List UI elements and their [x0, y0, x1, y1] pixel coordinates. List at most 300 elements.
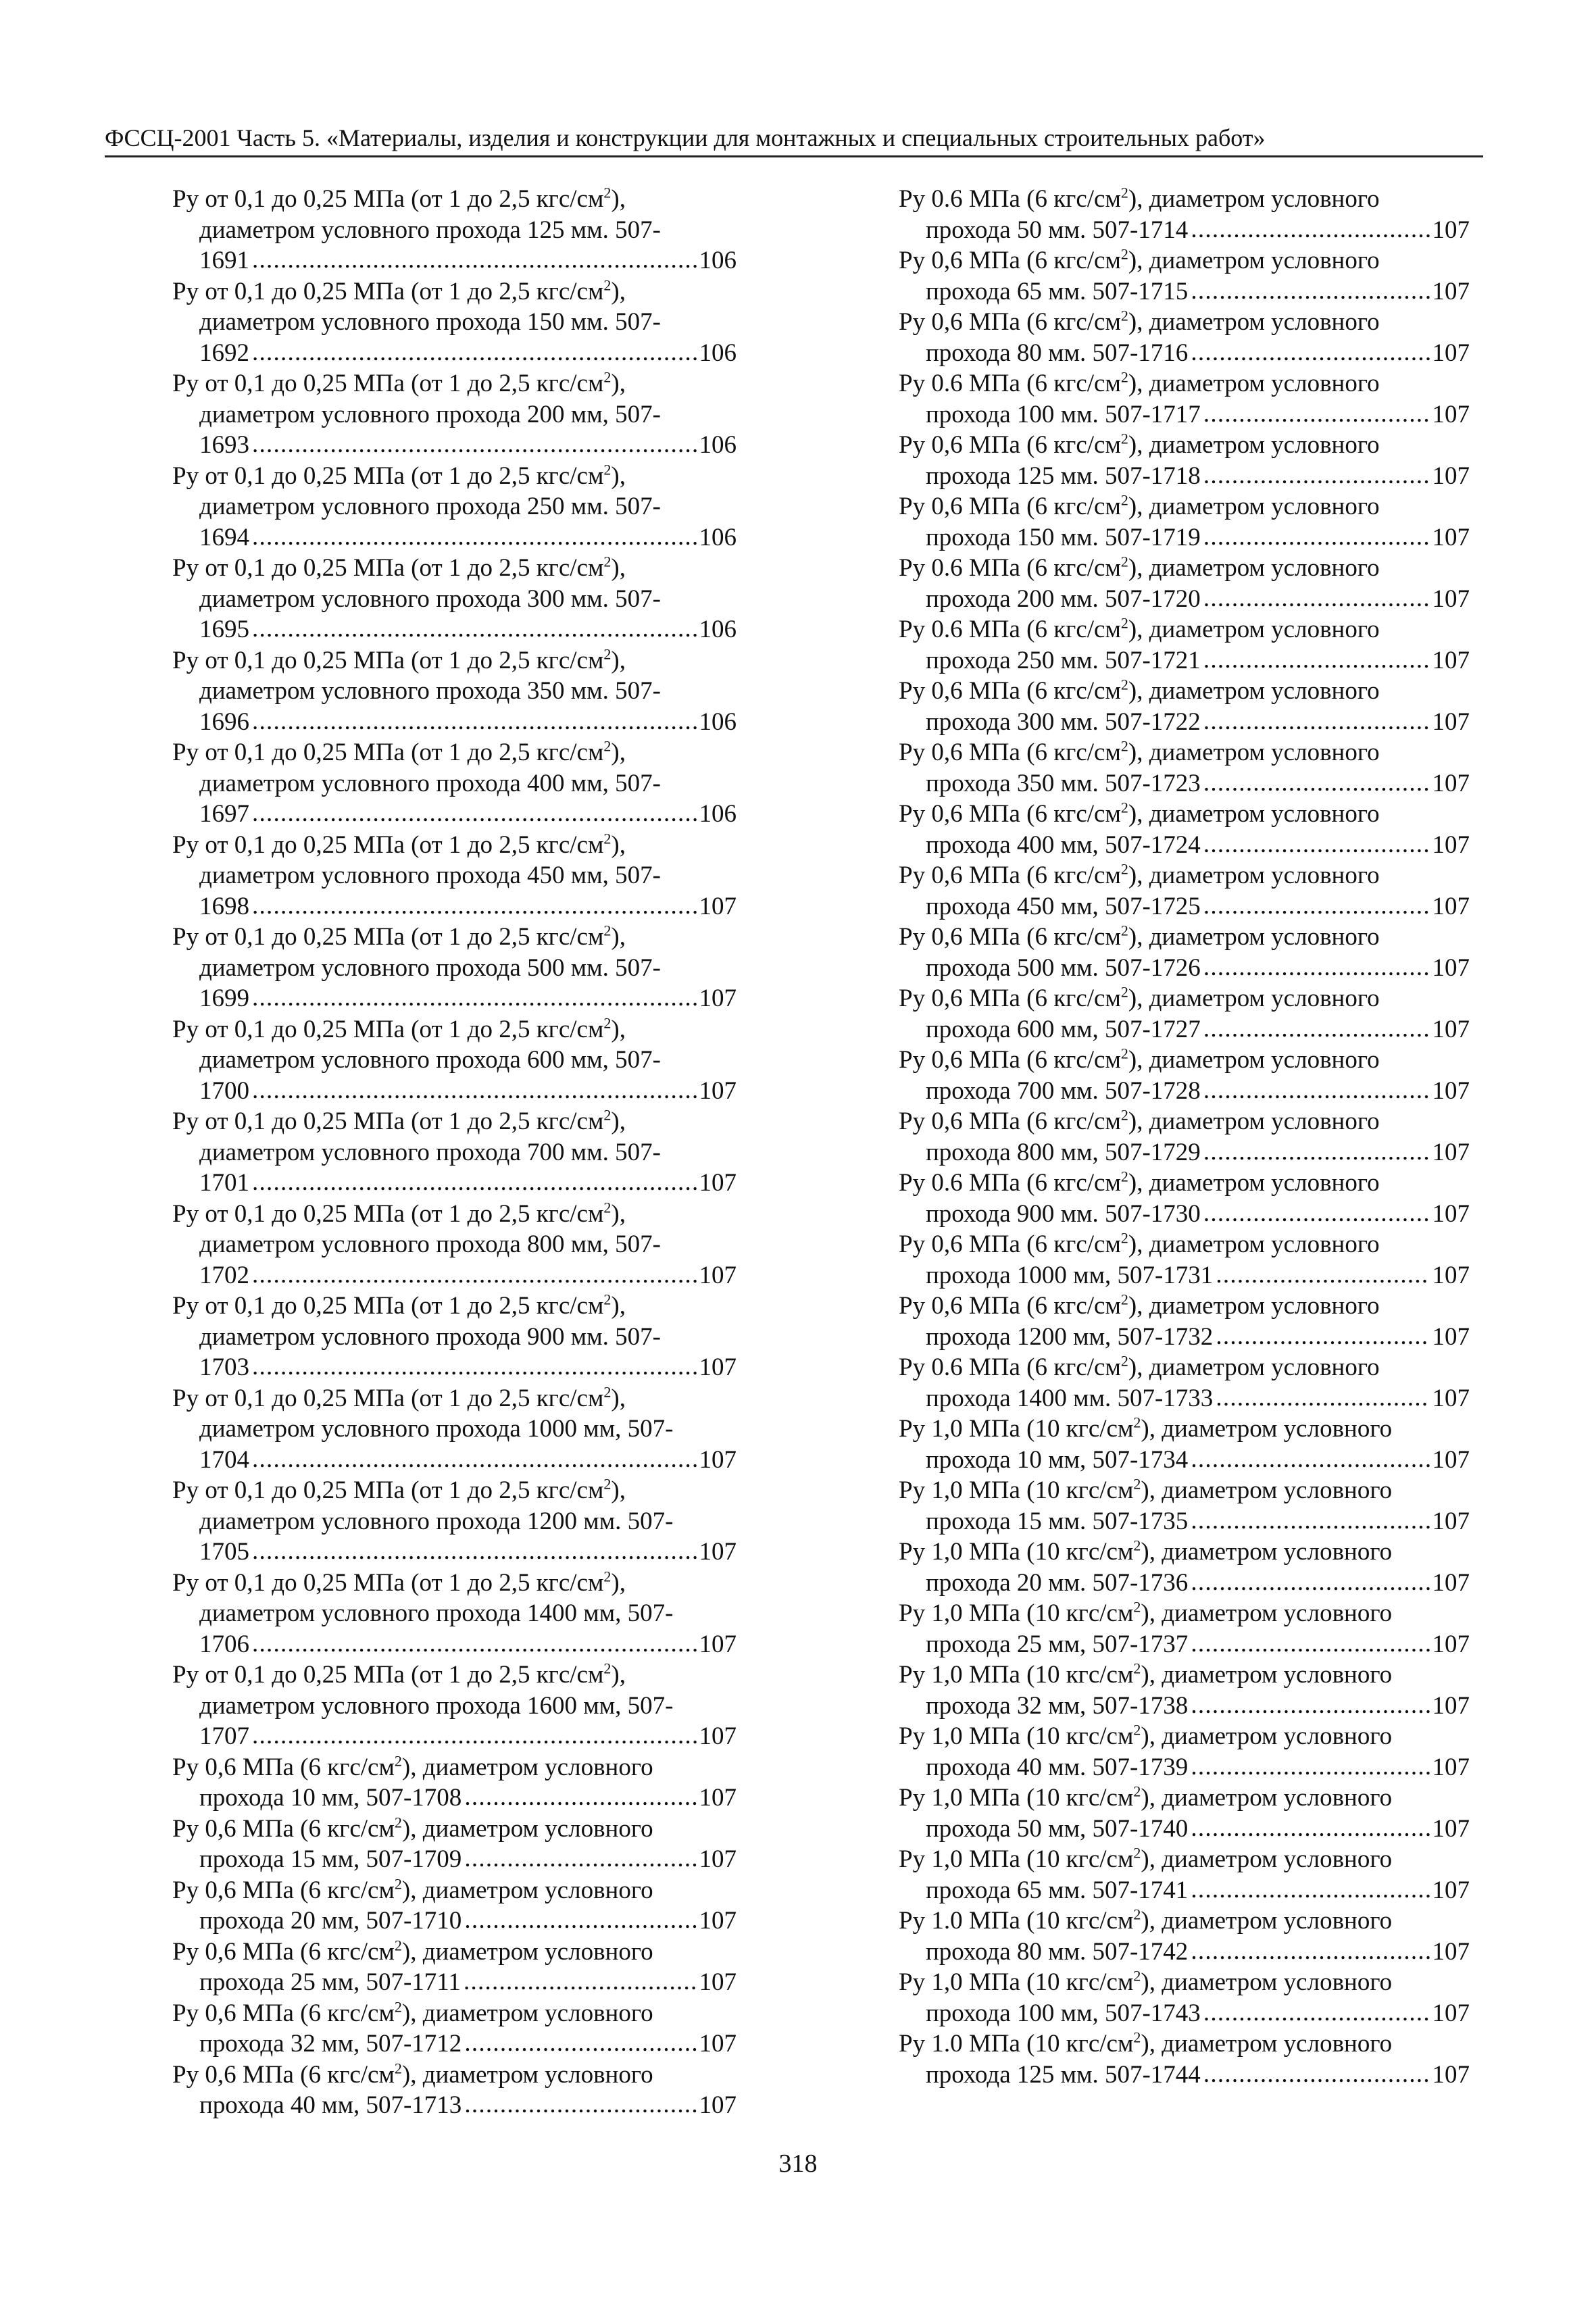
entry-text-b: ), [611, 923, 626, 951]
entry-text-b: ), [611, 1015, 626, 1043]
superscript-2: 2 [1120, 1229, 1128, 1247]
entry-text-b: ), диаметром условного [1141, 1845, 1393, 1873]
entry-text-a: Ру 1.0 МПа (10 кгс/см [899, 1907, 1134, 1935]
dot-leader [252, 1075, 697, 1106]
entry-text-a: Ру 0,6 МПа (6 кгс/см [172, 1753, 395, 1781]
dot-leader [464, 1966, 697, 1997]
entry-text-b: ), диаметром условного [1141, 1599, 1393, 1627]
entry-code: прохода 1400 мм. 507-1733 [926, 1384, 1214, 1412]
page-ref: 107 [699, 1845, 737, 1873]
page-ref: 107 [1432, 769, 1470, 797]
entry-last-line [899, 830, 1470, 861]
dot-leader [252, 891, 697, 922]
entry-last-line [899, 1445, 1470, 1476]
superscript-2: 2 [1133, 1967, 1141, 1985]
entry-code: прохода 100 мм. 507-1717 [926, 400, 1201, 428]
index-entry [899, 491, 1470, 553]
entry-text-a: Ру от 0,1 до 0,25 МПа (от 1 до 2,5 кгс/см [172, 830, 604, 859]
dot-leader [464, 1843, 696, 1874]
entry-last-line [899, 891, 1470, 922]
entry-code: 1706 [199, 1630, 249, 1658]
entry-text-a: Ру от 0,1 до 0,25 МПа (от 1 до 2,5 кгс/см [172, 1107, 604, 1135]
entry-code: 1704 [199, 1445, 249, 1474]
index-entry [899, 737, 1470, 799]
index-entry [899, 860, 1470, 922]
page-ref: 106 [699, 339, 737, 367]
entry-last-line [172, 1352, 737, 1383]
entry-text-a: Ру 1.0 МПа (10 кгс/см [899, 2030, 1134, 2058]
entry-code: прохода 300 мм. 507-1722 [926, 707, 1201, 736]
entry-text-b: ), диаметром условного [1128, 370, 1380, 397]
page-ref: 107 [1432, 523, 1470, 551]
entry-line-1 [899, 1229, 1470, 1260]
entry-text-b: ), диаметром условного [1141, 1415, 1393, 1443]
entry-text-b: ), диаметром условного [1128, 1353, 1380, 1381]
superscript-2: 2 [394, 1998, 402, 2016]
page-ref: 107 [1432, 216, 1470, 244]
entry-line-1 [172, 1014, 737, 1045]
entry-line-1 [899, 1906, 1470, 1937]
entry-last-line [172, 707, 737, 738]
index-entry [899, 1414, 1470, 1475]
entry-text-a: Ру 0.6 МПа (6 кгс/см [899, 1353, 1121, 1381]
page-ref: 107 [1432, 1999, 1470, 2027]
index-entry [172, 830, 737, 922]
page-ref: 107 [699, 1968, 737, 1996]
page-ref: 107 [699, 1630, 737, 1658]
page-ref: 107 [699, 1445, 737, 1474]
superscript-2: 2 [603, 1475, 612, 1493]
dot-leader [1191, 276, 1429, 307]
index-entry [899, 1598, 1470, 1660]
entry-last-line [899, 1814, 1470, 1845]
entry-text-a: Ру от 0,1 до 0,25 МПа (от 1 до 2,5 кгс/см [172, 1476, 604, 1504]
entry-text-a: Ру 0,6 МПа (6 кгс/см [899, 739, 1121, 766]
entry-text-b: ), диаметром условного [1128, 985, 1380, 1012]
entry-last-line [172, 891, 737, 922]
entry-line-1 [899, 1783, 1470, 1814]
entry-last-line [899, 1383, 1470, 1414]
index-entry [899, 1844, 1470, 1906]
superscript-2: 2 [603, 461, 612, 478]
entry-code: 1697 [199, 800, 249, 828]
entry-line-1 [899, 430, 1470, 461]
entry-text-a: Ру 1,0 МПа (10 кгс/см [899, 1538, 1134, 1566]
index-entry [899, 1168, 1470, 1229]
page-ref: 107 [1432, 1753, 1470, 1781]
entry-code: прохода 1000 мм, 507-1731 [926, 1261, 1214, 1289]
dot-leader [1191, 214, 1429, 245]
entry-line-1 [172, 1937, 737, 1968]
entry-last-line [172, 614, 737, 645]
index-entry [172, 1475, 737, 1568]
dot-leader [1203, 768, 1430, 799]
index-entry [899, 2028, 1470, 2090]
entry-line-1 [899, 1045, 1470, 1076]
page-ref: 106 [699, 247, 737, 274]
dot-leader [1191, 1813, 1429, 1844]
page-ref: 107 [1432, 830, 1470, 859]
entry-text-b: ), [611, 830, 626, 859]
dot-leader [1191, 1751, 1429, 1783]
entry-last-line [899, 645, 1470, 676]
entry-code: прохода 125 мм. 507-1744 [926, 2060, 1201, 2089]
dot-leader [252, 337, 697, 368]
entry-text-a: Ру от 0,1 до 0,25 МПа (от 1 до 2,5 кгс/см [172, 1292, 604, 1320]
index-entry [172, 922, 737, 1014]
dot-leader [252, 245, 697, 276]
dot-leader [1191, 1874, 1429, 1906]
superscript-2: 2 [603, 1568, 612, 1585]
entry-text-a: Ру от 0,1 до 0,25 МПа (от 1 до 2,5 кгс/см [172, 370, 604, 397]
entry-last-line [172, 1783, 737, 1814]
entry-line-1 [172, 368, 737, 399]
entry-text-b: ), [611, 1107, 626, 1135]
superscript-2: 2 [394, 2060, 402, 2077]
entry-line-1 [172, 737, 737, 768]
running-header: ФССЦ-2001 Часть 5. «Материалы, изделия и конструкции для монтажных и специальных строительных работ» [105, 123, 1483, 157]
entry-last-line [172, 1168, 737, 1199]
entry-line-1 [172, 1998, 737, 2029]
dot-leader [1216, 1321, 1429, 1352]
entry-text-a: Ру от 0,1 до 0,25 МПа (от 1 до 2,5 кгс/см [172, 462, 604, 490]
entry-text-b: ), диаметром условного [1141, 2030, 1393, 2058]
entry-code: 1699 [199, 985, 249, 1012]
superscript-2: 2 [603, 1291, 612, 1308]
entry-text-b: ), [611, 1661, 626, 1689]
entry-line-2: диаметром условного прохода 200 мм, 507- [199, 400, 661, 428]
entry-code: прохода 500 мм. 507-1726 [926, 953, 1201, 982]
entry-code: прохода 25 мм, 507-1737 [926, 1630, 1189, 1658]
entry-text-a: Ру 1,0 МПа (10 кгс/см [899, 1415, 1134, 1443]
index-entry [899, 1291, 1470, 1352]
entry-code: прохода 250 мм. 507-1721 [926, 646, 1201, 674]
superscript-2: 2 [1120, 676, 1128, 693]
entry-line-1 [899, 1475, 1470, 1506]
superscript-2: 2 [603, 922, 612, 939]
superscript-2: 2 [1120, 1352, 1128, 1370]
entry-line-1 [172, 1383, 737, 1414]
superscript-2: 2 [1133, 1844, 1141, 1862]
entry-last-line [172, 1721, 737, 1752]
dot-leader [252, 982, 697, 1014]
page-ref: 107 [1432, 1138, 1470, 1166]
entry-code: прохода 65 мм. 507-1741 [926, 1876, 1189, 1904]
page-ref: 107 [699, 1353, 737, 1381]
superscript-2: 2 [603, 1199, 612, 1216]
entry-line-1 [899, 491, 1470, 522]
page-ref: 106 [699, 800, 737, 828]
superscript-2: 2 [603, 368, 612, 386]
page-ref: 107 [1432, 339, 1470, 367]
page-ref: 106 [699, 431, 737, 459]
entry-line-1 [899, 1352, 1470, 1383]
entry-last-line [899, 953, 1470, 984]
entry-text-a: Ру от 0,1 до 0,25 МПа (от 1 до 2,5 кгс/см [172, 1384, 604, 1412]
entry-line-1 [899, 737, 1470, 768]
entry-line-2: диаметром условного прохода 350 мм. 507- [199, 677, 661, 705]
entry-code: 1691 [199, 247, 249, 274]
page-ref: 107 [1432, 1876, 1470, 1904]
entry-text-b: ), [611, 462, 626, 490]
entry-last-line [899, 1076, 1470, 1107]
entry-code: прохода 32 мм, 507-1738 [926, 1691, 1189, 1720]
superscript-2: 2 [603, 1660, 612, 1677]
entry-last-line [172, 2090, 737, 2121]
entry-code: прохода 200 мм. 507-1720 [926, 584, 1201, 613]
entry-text-a: Ру от 0,1 до 0,25 МПа (от 1 до 2,5 кгс/см [172, 923, 604, 951]
superscript-2: 2 [1120, 614, 1128, 632]
entry-code: прохода 700 мм. 507-1728 [926, 1076, 1201, 1105]
entry-line-1 [899, 922, 1470, 953]
entry-last-line [172, 1260, 737, 1291]
entry-last-line [899, 1322, 1470, 1353]
entry-last-line [899, 584, 1470, 615]
index-entry [172, 276, 737, 369]
entry-last-line [172, 2028, 737, 2060]
entry-text-a: Ру 0,6 МПа (6 кгс/см [172, 1999, 395, 2027]
entry-line-2: диаметром условного прохода 250 мм. 507- [199, 493, 661, 520]
entry-line-2: диаметром условного прохода 400 мм, 507- [199, 769, 661, 797]
entry-text-a: Ру 1,0 МПа (10 кгс/см [899, 1722, 1134, 1750]
entry-line-1 [899, 307, 1470, 338]
dot-leader [252, 614, 697, 645]
superscript-2: 2 [394, 1937, 402, 1954]
dot-leader [1191, 1936, 1429, 1967]
entry-line-1 [172, 1875, 737, 1906]
entry-text-a: Ру от 0,1 до 0,25 МПа (от 1 до 2,5 кгс/см [172, 646, 604, 674]
entry-line-1 [899, 1660, 1470, 1691]
page-ref: 107 [699, 892, 737, 920]
page-ref: 107 [1432, 1691, 1470, 1720]
superscript-2: 2 [1120, 1168, 1128, 1185]
superscript-2: 2 [1120, 1106, 1128, 1124]
page-ref: 107 [1432, 277, 1470, 305]
entry-line-1 [172, 1660, 737, 1691]
entry-code: 1702 [199, 1261, 249, 1289]
page-ref: 107 [1432, 462, 1470, 490]
entry-last-line [899, 1691, 1470, 1722]
page-ref: 107 [1432, 1630, 1470, 1658]
dot-leader [1191, 337, 1429, 368]
entry-line-1 [899, 245, 1470, 276]
entry-last-line [172, 1967, 737, 1998]
entry-line-1 [172, 922, 737, 953]
superscript-2: 2 [1120, 245, 1128, 263]
page-ref: 107 [699, 1169, 737, 1197]
page-ref: 106 [699, 616, 737, 643]
entry-last-line [899, 215, 1470, 246]
dot-leader [1191, 1567, 1429, 1598]
entry-code: прохода 10 мм, 507-1708 [199, 1784, 462, 1812]
entry-text-b: ), диаметром условного [1128, 185, 1380, 213]
entry-line-1 [899, 799, 1470, 830]
entry-code: прохода 150 мм. 507-1719 [926, 523, 1201, 551]
entry-last-line [172, 1076, 737, 1107]
entry-code: прохода 80 мм. 507-1716 [926, 339, 1189, 367]
index-entry [899, 1352, 1470, 1414]
index-entry [899, 430, 1470, 491]
entry-line-2: диаметром условного прохода 150 мм. 507- [199, 308, 661, 336]
superscript-2: 2 [394, 1814, 402, 1831]
index-entry [172, 1660, 737, 1752]
dot-leader [252, 1444, 697, 1475]
entry-last-line [899, 399, 1470, 430]
entry-text-b: ), диаметром условного [1128, 554, 1380, 582]
page-ref: 107 [699, 1261, 737, 1289]
entry-code: 1696 [199, 707, 249, 736]
index-entry [899, 368, 1470, 430]
index-column-left [172, 184, 737, 2121]
index-column-right [899, 184, 1470, 2090]
entry-code: 1698 [199, 892, 249, 920]
index-entry [899, 184, 1470, 245]
entry-text-b: ), диаметром условного [401, 1753, 653, 1781]
entry-text-a: Ру 0,6 МПа (6 кгс/см [172, 1937, 395, 1966]
superscript-2: 2 [603, 1383, 612, 1401]
entry-line-2: диаметром условного прохода 1200 мм. 507- [199, 1507, 674, 1535]
index-entry [899, 307, 1470, 368]
page-ref: 107 [1432, 584, 1470, 613]
entry-code: прохода 450 мм, 507-1725 [926, 892, 1201, 920]
entry-text-b: ), диаметром условного [1128, 1169, 1380, 1197]
superscript-2: 2 [1120, 737, 1128, 755]
index-entry [899, 1721, 1470, 1783]
entry-line-1 [899, 1598, 1470, 1629]
entry-text-a: Ру 0,6 МПа (6 кгс/см [172, 1876, 395, 1904]
index-entry [899, 1967, 1470, 2028]
index-entry [899, 676, 1470, 737]
entry-text-a: Ру 0,6 МПа (6 кгс/см [899, 1230, 1121, 1258]
index-entry [172, 737, 737, 830]
entry-text-b: ), [611, 277, 626, 305]
entry-code: прохода 15 мм, 507-1709 [199, 1845, 462, 1873]
page-ref: 107 [1432, 1076, 1470, 1105]
superscript-2: 2 [1133, 2028, 1141, 2046]
dot-leader [252, 1628, 697, 1660]
entry-text-a: Ру 0,6 МПа (6 кгс/см [899, 493, 1121, 520]
entry-code: прохода 80 мм. 507-1742 [926, 1937, 1189, 1966]
entry-text-b: ), диаметром условного [1128, 800, 1380, 828]
index-entry [172, 1383, 737, 1476]
dot-leader [1203, 1997, 1430, 2028]
entry-text-b: ), [611, 646, 626, 674]
superscript-2: 2 [394, 1752, 402, 1770]
entry-code: 1695 [199, 616, 249, 643]
page-ref: 107 [699, 1076, 737, 1105]
dot-leader [1203, 645, 1430, 676]
index-entry [172, 1199, 737, 1291]
dot-leader [252, 522, 697, 553]
entry-text-a: Ру 0,6 МПа (6 кгс/см [899, 1107, 1121, 1135]
entry-last-line [899, 707, 1470, 738]
entry-text-a: Ру 0,6 МПа (6 кгс/см [899, 800, 1121, 828]
entry-last-line [899, 768, 1470, 799]
superscript-2: 2 [603, 1106, 612, 1124]
entry-text-a: Ру 0.6 МПа (6 кгс/см [899, 616, 1121, 643]
entry-code: 1703 [199, 1353, 249, 1381]
superscript-2: 2 [1133, 1537, 1141, 1554]
index-entry [172, 1752, 737, 1814]
index-entry [172, 1106, 737, 1199]
index-entry [899, 799, 1470, 860]
entry-code: прохода 10 мм, 507-1734 [926, 1445, 1189, 1474]
entry-code: прохода 40 мм. 507-1739 [926, 1753, 1189, 1781]
entry-text-b: ), диаметром условного [1128, 431, 1380, 459]
page-ref: 107 [699, 1907, 737, 1935]
entry-last-line [899, 1506, 1470, 1537]
entry-last-line [899, 1629, 1470, 1660]
entry-line-1 [172, 1752, 737, 1783]
superscript-2: 2 [603, 1014, 612, 1032]
entry-text-b: ), диаметром условного [401, 2060, 653, 2089]
entry-text-a: Ру 0.6 МПа (6 кгс/см [899, 554, 1121, 582]
dot-leader [252, 1260, 697, 1291]
dot-leader [252, 1536, 697, 1567]
index-entry [899, 1906, 1470, 1967]
entry-line-1 [172, 1291, 737, 1322]
page-ref: 107 [1432, 400, 1470, 428]
index-entry [172, 1014, 737, 1107]
entry-line-2: диаметром условного прохода 1400 мм, 507- [199, 1599, 674, 1627]
superscript-2: 2 [1133, 1598, 1141, 1616]
index-entry [899, 983, 1470, 1045]
entry-text-a: Ру 0,6 МПа (6 кгс/см [899, 862, 1121, 889]
dot-leader [1191, 1444, 1429, 1475]
entry-line-1 [899, 2028, 1470, 2060]
entry-text-a: Ру от 0,1 до 0,25 МПа (от 1 до 2,5 кгс/см [172, 277, 604, 305]
page-ref: 107 [1432, 1261, 1470, 1289]
entry-text-a: Ру 0,6 МПа (6 кгс/см [899, 431, 1121, 459]
entry-text-b: ), диаметром условного [1128, 677, 1380, 705]
entry-text-b: ), диаметром условного [401, 1876, 653, 1904]
index-entry [899, 1475, 1470, 1537]
entry-text-b: ), диаметром условного [1141, 1476, 1393, 1504]
entry-line-1 [172, 1199, 737, 1230]
dot-leader [1203, 891, 1430, 922]
entry-code: прохода 40 мм, 507-1713 [199, 2091, 462, 2119]
entry-last-line [899, 338, 1470, 369]
entry-line-1 [899, 1168, 1470, 1199]
entry-text-a: Ру 0,6 МПа (6 кгс/см [172, 2060, 395, 2089]
entry-last-line [899, 1937, 1470, 1968]
index-entry [172, 184, 737, 276]
entry-line-1 [172, 1568, 737, 1599]
entry-last-line [899, 1752, 1470, 1783]
entry-line-1 [899, 676, 1470, 707]
page-ref: 107 [1432, 2060, 1470, 2089]
entry-last-line [899, 2060, 1470, 2091]
entry-text-b: ), [611, 739, 626, 766]
superscript-2: 2 [1120, 922, 1128, 939]
entry-text-b: ), диаметром условного [1128, 1107, 1380, 1135]
entry-text-a: Ру 0,6 МПа (6 кгс/см [899, 677, 1121, 705]
page-ref: 107 [699, 1538, 737, 1566]
entry-text-a: Ру от 0,1 до 0,25 МПа (от 1 до 2,5 кгс/см [172, 1568, 604, 1597]
entry-line-1 [172, 1475, 737, 1506]
entry-line-1 [172, 645, 737, 676]
entry-text-b: ), [611, 554, 626, 582]
index-entry [172, 1937, 737, 1998]
entry-last-line [172, 522, 737, 553]
dot-leader [252, 706, 697, 737]
index-entry [899, 1537, 1470, 1598]
index-entry [899, 245, 1470, 307]
entry-code: прохода 50 мм. 507-1714 [926, 216, 1189, 244]
entry-text-b: ), диаметром условного [1128, 1046, 1380, 1074]
entry-code: прохода 1200 мм, 507-1732 [926, 1322, 1214, 1351]
entry-line-1 [172, 461, 737, 492]
